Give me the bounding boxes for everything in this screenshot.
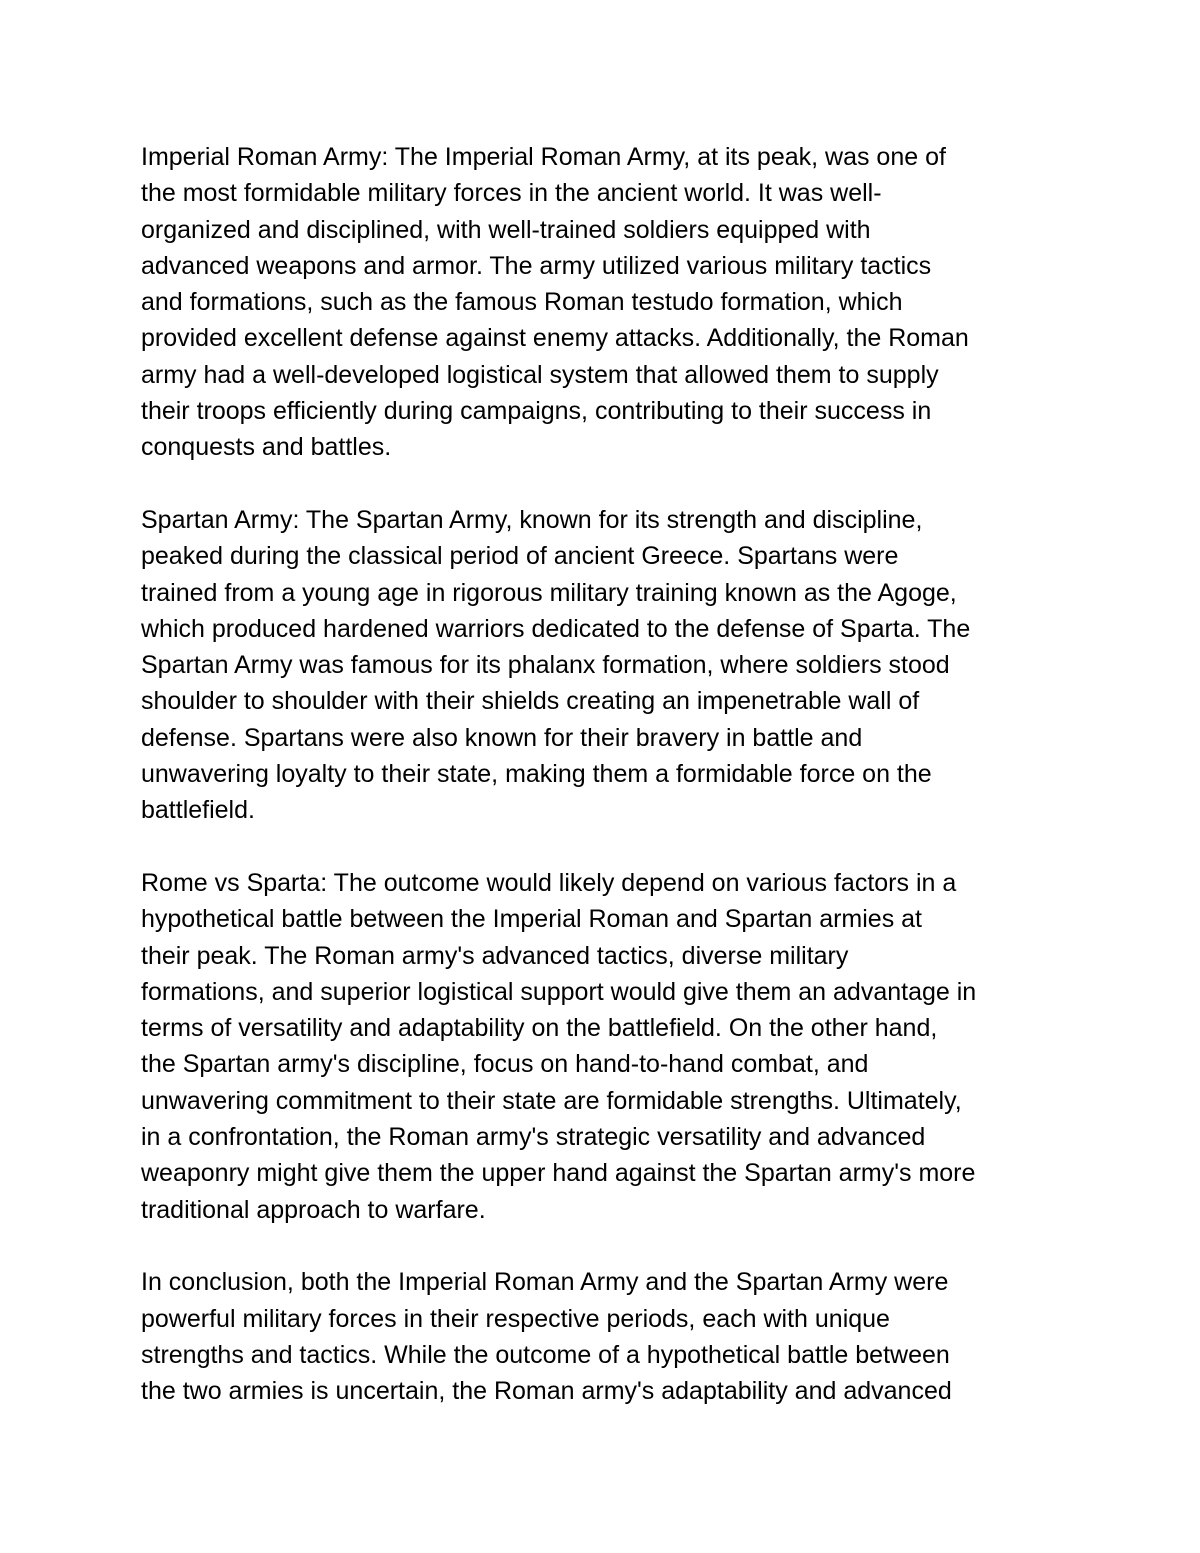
paragraph-spartan-army [141, 502, 1081, 829]
paragraph-spacer [141, 1228, 1081, 1264]
text-line: organized and disciplined, with well-trained soldiers equipped with [141, 215, 871, 244]
text-line: the Spartan army's discipline, focus on hand-to-hand combat, and [141, 1050, 869, 1079]
text-line: trained from a young age in rigorous military training known as the Agoge, [141, 578, 957, 607]
text-line: Rome vs Sparta: The outcome would likely depend on various factors in a [141, 868, 957, 897]
text-line: their troops efficiently during campaigns, contributing to their success in [141, 397, 932, 426]
text-line: In conclusion, both the Imperial Roman Army and the Spartan Army were [141, 1268, 949, 1297]
text-line: the two armies is uncertain, the Roman army's adaptability and advanced [141, 1377, 952, 1406]
text-line: traditional approach to warfare. [141, 1195, 486, 1224]
text-line: army had a well-developed logistical system that allowed them to supply [141, 360, 939, 389]
text-line: their peak. The Roman army's advanced tactics, diverse military [141, 941, 849, 970]
document-body [141, 139, 1081, 1409]
text-line: provided excellent defense against enemy attacks. Additionally, the Roman [141, 324, 969, 353]
paragraph-spacer [141, 466, 1081, 502]
paragraph-conclusion [141, 1264, 1081, 1409]
text-line: terms of versatility and adaptability on the battlefield. On the other hand, [141, 1014, 938, 1043]
text-line: which produced hardened warriors dedicated to the defense of Sparta. The [141, 614, 971, 643]
text-line: battlefield. [141, 796, 255, 825]
text-line: in a confrontation, the Roman army's strategic versatility and advanced [141, 1123, 926, 1152]
text-line: advanced weapons and armor. The army utilized various military tactics [141, 251, 932, 280]
text-line: weaponry might give them the upper hand against the Spartan army's more [141, 1159, 976, 1188]
text-line: conquests and battles. [141, 433, 392, 462]
paragraph-imperial-roman-army [141, 139, 1081, 466]
text-line: defense. Spartans were also known for their bravery in battle and [141, 723, 863, 752]
text-line: and formations, such as the famous Roman testudo formation, which [141, 288, 903, 317]
text-line: shoulder to shoulder with their shields creating an impenetrable wall of [141, 687, 920, 716]
paragraph-rome-vs-sparta [141, 865, 1081, 1228]
text-line: strengths and tactics. While the outcome of a hypothetical battle between [141, 1340, 950, 1369]
text-line: Spartan Army: The Spartan Army, known for its strength and discipline, [141, 505, 923, 534]
text-line: hypothetical battle between the Imperial Roman and Spartan armies at [141, 905, 923, 934]
text-line: the most formidable military forces in the ancient world. It was well- [141, 179, 882, 208]
text-line: peaked during the classical period of ancient Greece. Spartans were [141, 542, 899, 571]
text-line: unwavering commitment to their state are formidable strengths. Ultimately, [141, 1086, 962, 1115]
text-line: formations, and superior logistical support would give them an advantage in [141, 977, 977, 1006]
text-line: unwavering loyalty to their state, making them a formidable force on the [141, 760, 932, 789]
paragraph-spacer [141, 829, 1081, 865]
text-line: Imperial Roman Army: The Imperial Roman Army, at its peak, was one of [141, 143, 946, 171]
text-line: Spartan Army was famous for its phalanx formation, where soldiers stood [141, 651, 950, 680]
text-line: powerful military forces in their respective periods, each with unique [141, 1304, 890, 1333]
